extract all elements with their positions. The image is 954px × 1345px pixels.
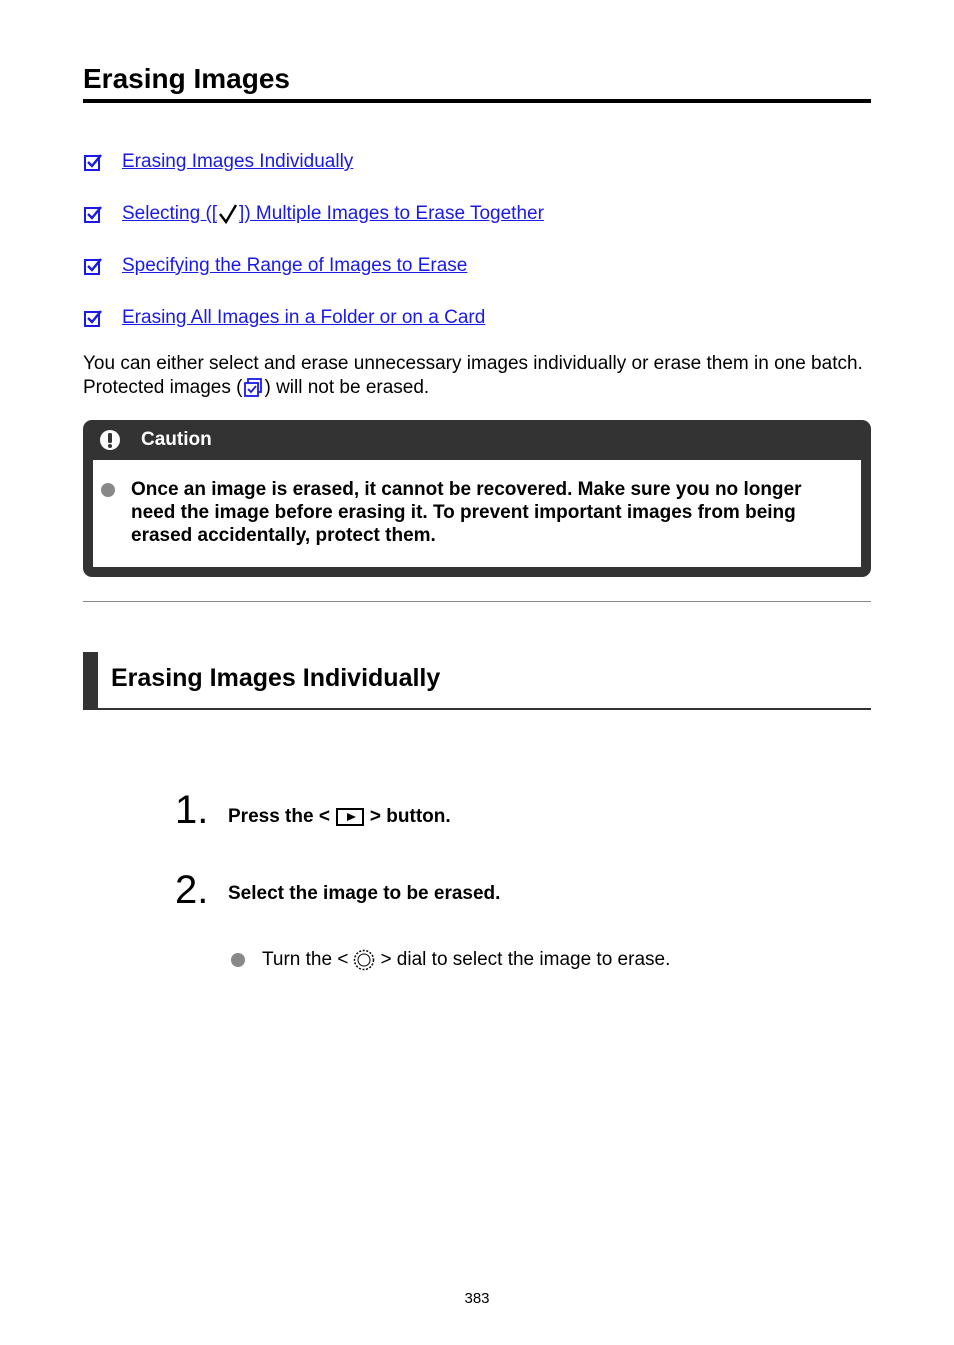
caution-header [83, 420, 871, 460]
step-text-after: > button. [369, 806, 451, 827]
caution-box [83, 420, 871, 577]
bullet-icon [231, 953, 245, 967]
step-number: 1. [175, 788, 209, 832]
page-number: 383 [464, 1290, 490, 1307]
link-check-icon [83, 256, 103, 276]
toc-link-text-before: Selecting ([ [122, 203, 218, 224]
sub-step-text-after: > dial to select the image to erase. [380, 949, 671, 970]
toc-link-specifying-range[interactable]: Specifying the Range of Images to Erase [122, 255, 468, 276]
playback-icon [336, 808, 364, 826]
checkmark-icon [217, 203, 239, 225]
protect-icon-link[interactable] [242, 377, 264, 398]
toc-item-erasing-all[interactable] [83, 306, 485, 330]
toc-link-erasing-all[interactable]: Erasing All Images in a Folder or on a Card [122, 307, 486, 328]
step-text [228, 805, 451, 829]
toc-link-text-after: ]) Multiple Images to Erase Together [239, 203, 544, 224]
sub-step-text-before: Turn the < [262, 949, 349, 970]
toc-item-specifying-range[interactable] [83, 254, 467, 278]
sub-step-text [262, 948, 670, 972]
caution-icon [99, 429, 121, 451]
title-rule [83, 99, 871, 103]
toc-item-selecting-multiple[interactable] [83, 202, 544, 226]
quick-control-dial-icon [352, 948, 376, 972]
section-divider [83, 601, 871, 602]
step-number: 2. [175, 868, 209, 912]
protect-icon [242, 377, 264, 399]
toc-link-erasing-individually[interactable]: Erasing Images Individually [122, 151, 354, 172]
intro-paragraph [83, 352, 871, 400]
section-heading-underline [83, 708, 871, 710]
intro-text-before: You can either select and erase unnecessary images individually or erase them in one batch. Protected images ( [83, 353, 863, 398]
toc-item-erasing-individually[interactable] [83, 150, 353, 174]
link-check-icon [83, 308, 103, 328]
caution-title: Caution [141, 429, 212, 450]
caution-body [93, 460, 861, 567]
section-heading-bar [83, 652, 98, 709]
toc-link-selecting-multiple[interactable] [122, 202, 544, 226]
section-title: Erasing Images Individually [111, 664, 441, 692]
page-title: Erasing Images [83, 63, 290, 94]
bullet-icon [101, 483, 115, 497]
link-check-icon [83, 152, 103, 172]
link-check-icon [83, 204, 103, 224]
step-text-before: Press the < [228, 806, 330, 827]
caution-text: Once an image is erased, it cannot be recovered. Make sure you no longer need the image before erasing it. To prevent important images from being erased accidentally, protect them. [131, 479, 802, 546]
step-text: Select the image to be erased. [228, 883, 501, 904]
intro-text-after: ) will not be erased. [264, 377, 430, 398]
